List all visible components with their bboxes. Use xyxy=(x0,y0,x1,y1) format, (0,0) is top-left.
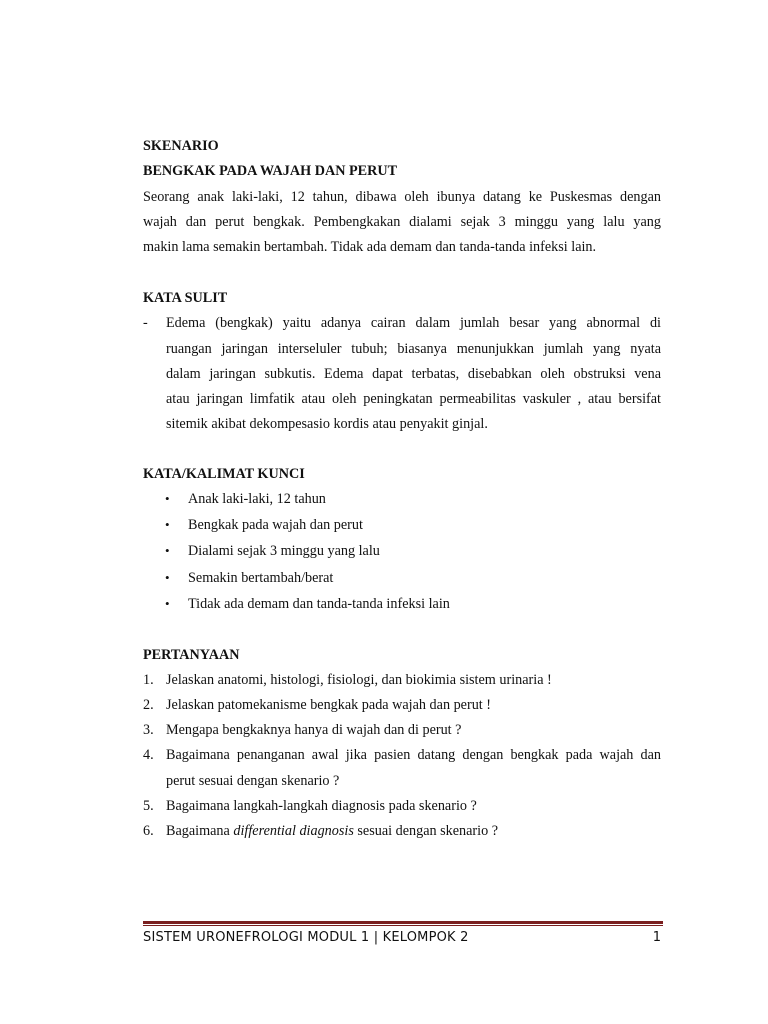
scenario-title: BENGKAK PADA WAJAH DAN PERUT xyxy=(143,163,398,179)
question-text-post: sesuai dengan skenario ? xyxy=(353,823,499,839)
question-number: 1. xyxy=(143,672,154,688)
definition-line: ruangan jaringan interseluler tubuh; biasanya menunjukkan jumlah yang nyata xyxy=(166,341,661,357)
bullet-icon: • xyxy=(165,570,170,585)
question-text: Jelaskan anatomi, histologi, fisiologi, dan biokimia sistem urinaria ! xyxy=(166,672,552,688)
definition-line: dalam jaringan subkutis. Edema dapat terbatas, disebabkan oleh obstruksi vena xyxy=(166,366,661,382)
question-text xyxy=(166,822,498,840)
section-label-skenario: SKENARIO xyxy=(143,138,219,154)
scenario-paragraph-line: wajah dan perut bengkak. Pembengkakan dialami sejak 3 minggu yang lalu yang xyxy=(143,214,661,230)
question-text: Mengapa bengkaknya hanya di wajah dan di perut ? xyxy=(166,722,462,738)
keyword-item: Dialami sejak 3 minggu yang lalu xyxy=(188,543,380,559)
page-number: 1 xyxy=(652,930,661,945)
bullet-icon: • xyxy=(165,596,170,611)
footer-title: SISTEM URONEFROLOGI MODUL 1 | KELOMPOK 2 xyxy=(143,930,469,945)
question-text-continued: perut sesuai dengan skenario ? xyxy=(166,773,340,789)
keyword-item: Tidak ada demam dan tanda-tanda infeksi lain xyxy=(188,596,450,612)
section-heading-kata-sulit: KATA SULIT xyxy=(143,290,228,306)
keyword-item: Anak laki-laki, 12 tahun xyxy=(188,491,326,507)
footer-rule-thin xyxy=(143,925,663,926)
keyword-item: Semakin bertambah/berat xyxy=(188,570,334,586)
definition-line: sitemik akibat dekompesasio kordis atau penyakit ginjal. xyxy=(166,416,488,432)
definition-line: atau jaringan limfatik atau oleh peningkatan permeabilitas vaskuler , atau bersifat xyxy=(166,391,661,407)
question-text: Bagaimana langkah-langkah diagnosis pada skenario ? xyxy=(166,798,477,814)
section-heading-pertanyaan: PERTANYAAN xyxy=(143,647,240,663)
question-number: 4. xyxy=(143,747,154,763)
question-text-pre: Bagaimana xyxy=(166,823,234,839)
scenario-paragraph-line: makin lama semakin bertambah. Tidak ada demam dan tanda-tanda infeksi lain. xyxy=(143,239,597,255)
document-page xyxy=(143,0,661,1024)
dash-marker: - xyxy=(143,315,148,331)
question-number: 6. xyxy=(143,823,154,839)
question-number: 5. xyxy=(143,798,154,814)
section-heading-kunci: KATA/KALIMAT KUNCI xyxy=(143,466,305,482)
question-text: Jelaskan patomekanisme bengkak pada wajah dan perut ! xyxy=(166,697,492,713)
question-text-italic: differential diagnosis xyxy=(233,823,354,839)
question-number: 3. xyxy=(143,722,154,738)
question-number: 2. xyxy=(143,697,154,713)
bullet-icon: • xyxy=(165,517,170,532)
bullet-icon: • xyxy=(165,543,170,558)
scenario-paragraph-line: Seorang anak laki-laki, 12 tahun, dibawa oleh ibunya datang ke Puskesmas dengan xyxy=(143,189,661,205)
keyword-item: Bengkak pada wajah dan perut xyxy=(188,517,363,533)
bullet-icon: • xyxy=(165,491,170,506)
question-text: Bagaimana penanganan awal jika pasien datang dengan bengkak pada wajah dan xyxy=(166,747,661,763)
footer-rule-thick xyxy=(143,921,663,924)
definition-line: Edema (bengkak) yaitu adanya cairan dalam jumlah besar yang abnormal di xyxy=(166,315,661,331)
